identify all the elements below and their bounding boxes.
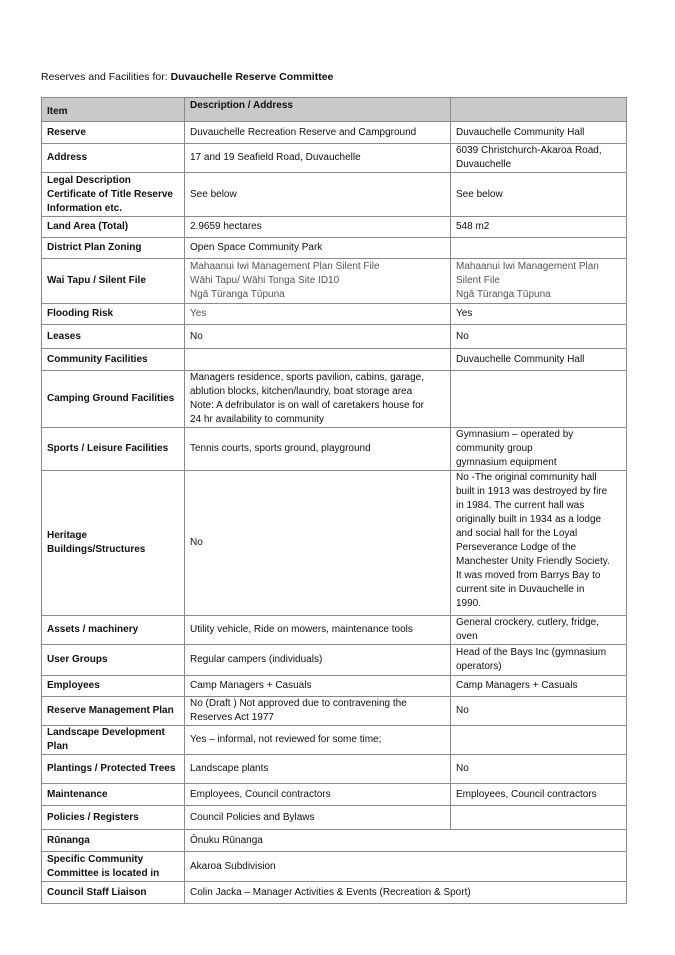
table-row	[42, 755, 627, 784]
row-other	[451, 217, 627, 238]
row-description	[185, 830, 627, 852]
cell-line: Duvauchelle Community Hall	[456, 353, 585, 365]
table-row	[42, 371, 627, 428]
row-other	[451, 726, 627, 755]
row-other	[451, 616, 627, 645]
row-item-label: Council Staff Liaison	[42, 882, 185, 904]
row-item-label: Employees	[42, 676, 185, 697]
row-description	[185, 304, 451, 325]
row-item-label: Reserve Management Plan	[42, 697, 185, 726]
row-description	[185, 238, 451, 259]
header-item: Item	[42, 98, 185, 122]
cell-line: 2.9659 hectares	[190, 221, 262, 232]
table-row	[42, 349, 627, 371]
committee-name: Duvauchelle Reserve Committee	[170, 71, 334, 83]
row-other	[451, 173, 627, 217]
cell-line: Utility vehicle, Ride on mowers, maintenance tools	[190, 624, 413, 635]
row-description	[185, 645, 451, 676]
cell-line: ablution blocks, kitchen/laundry, boat storage area	[190, 386, 413, 397]
cell-line: gymnasium equipment	[456, 457, 557, 468]
cell-line: Gymnasium – operated by	[456, 429, 574, 440]
cell-line: Duvauchelle	[456, 159, 512, 170]
row-other	[451, 428, 627, 471]
row-item-label: Assets / machinery	[42, 616, 185, 645]
row-description	[185, 259, 451, 304]
row-other	[451, 304, 627, 325]
table-row	[42, 471, 627, 616]
cell-line: Reserves Act 1977	[190, 712, 274, 723]
cell-line: No	[190, 330, 203, 342]
row-other	[451, 697, 627, 726]
row-other	[451, 471, 627, 616]
cell-line: Yes	[456, 308, 473, 319]
table-row	[42, 830, 627, 852]
cell-line: Yes – informal, not reviewed for some time;	[190, 734, 382, 745]
table-row	[42, 852, 627, 882]
cell-line: 1990.	[456, 598, 482, 609]
row-item-label: Community Facilities	[42, 349, 185, 371]
row-description	[185, 755, 451, 784]
table-header-row	[42, 98, 627, 122]
row-other	[451, 144, 627, 173]
table-row	[42, 676, 627, 697]
table-body	[42, 122, 627, 904]
cell-line: originally built in 1934 as a lodge	[456, 514, 602, 525]
cell-line: Camp Managers + Casuals	[190, 680, 312, 691]
row-item-label: Policies / Registers	[42, 806, 185, 830]
row-description	[185, 616, 451, 645]
cell-line: Ngā Tūranga Tūpuna	[456, 289, 551, 300]
cell-line: Camp Managers + Casuals	[456, 680, 578, 691]
cell-line: 17 and 19 Seafield Road, Duvauchelle	[190, 152, 361, 163]
cell-line: No	[190, 537, 203, 548]
row-other	[451, 371, 627, 428]
cell-line: Employees, Council contractors	[190, 788, 331, 800]
heading-prefix: Reserves and Facilities for:	[41, 71, 171, 83]
row-other	[451, 122, 627, 144]
cell-line: Managers residence, sports pavilion, cabins, garage,	[190, 372, 425, 383]
row-description	[185, 349, 451, 371]
cell-line: No	[456, 763, 469, 774]
cell-line: Ōnuku Rūnanga	[190, 834, 263, 846]
row-item-label: Specific Community Committee is located in	[42, 852, 185, 882]
reserves-table	[41, 97, 627, 904]
table-row	[42, 238, 627, 259]
cell-line: Open Space Community Park	[190, 242, 323, 253]
row-description	[185, 676, 451, 697]
cell-line: Akaroa Subdivision	[190, 860, 276, 872]
cell-line: built in 1913 was destroyed by fire	[456, 486, 608, 497]
table-row	[42, 882, 627, 904]
cell-line: Colin Jacka – Manager Activities & Events (Recreation & Sport)	[190, 886, 471, 898]
cell-line: Yes	[190, 308, 207, 319]
row-item-label: Rūnanga	[42, 830, 185, 852]
cell-line: General crockery, cutlery, fridge,	[456, 617, 600, 628]
cell-line: Head of the Bays Inc (gymnasium	[456, 647, 607, 658]
row-item-label: Landscape Development Plan	[42, 726, 185, 755]
table-row	[42, 173, 627, 217]
row-item-label: Leases	[42, 325, 185, 349]
row-item-label: Flooding Risk	[42, 304, 185, 325]
row-description	[185, 217, 451, 238]
cell-line: Perseverance Lodge of the	[456, 542, 577, 553]
cell-line: operators)	[456, 661, 502, 672]
cell-line: community group	[456, 443, 533, 454]
cell-line: current site in Duvauchelle in	[456, 584, 585, 595]
cell-line: Landscape plants	[190, 763, 269, 774]
row-item-label: Maintenance	[42, 784, 185, 806]
row-item-label: Reserve	[42, 122, 185, 144]
table-row	[42, 806, 627, 830]
cell-line: Note: A defribulator is on wall of caretakers house for	[190, 400, 425, 411]
table-row	[42, 122, 627, 144]
row-description	[185, 122, 451, 144]
table-row	[42, 428, 627, 471]
row-other	[451, 784, 627, 806]
cell-line: Silent File	[456, 275, 500, 286]
table-row	[42, 726, 627, 755]
row-other	[451, 755, 627, 784]
cell-line: No	[456, 330, 469, 342]
row-description	[185, 697, 451, 726]
row-description	[185, 726, 451, 755]
row-other	[451, 325, 627, 349]
cell-line: 24 hr availability to community	[190, 414, 324, 425]
table-row	[42, 259, 627, 304]
cell-line: Mahaanui Iwi Management Plan Silent File	[190, 261, 380, 272]
row-other	[451, 349, 627, 371]
table-row	[42, 217, 627, 238]
header-other	[451, 98, 627, 122]
row-other	[451, 238, 627, 259]
cell-line: Manchester Unity Friendly Society.	[456, 556, 610, 567]
row-description	[185, 471, 451, 616]
cell-line: Mahaanui Iwi Management Plan	[456, 261, 599, 272]
cell-line: No (Draft ) Not approved due to contravening the	[190, 698, 407, 709]
cell-line: and social hall for the Loyal	[456, 528, 578, 539]
row-item-label: Camping Ground Facilities	[42, 371, 185, 428]
row-description	[185, 173, 451, 217]
cell-line: It was moved from Barrys Bay to	[456, 570, 601, 581]
row-item-label: Heritage Buildings/Structures	[42, 471, 185, 616]
table-row	[42, 304, 627, 325]
cell-line: Regular campers (individuals)	[190, 654, 323, 665]
row-other	[451, 806, 627, 830]
cell-line: No -The original community hall	[456, 472, 597, 483]
row-description	[185, 371, 451, 428]
table-row	[42, 144, 627, 173]
table-row	[42, 784, 627, 806]
cell-line: 6039 Christchurch-Akaroa Road,	[456, 145, 602, 156]
table-row	[42, 645, 627, 676]
row-item-label: User Groups	[42, 645, 185, 676]
row-item-label: Address	[42, 144, 185, 173]
cell-line: No	[456, 705, 469, 716]
cell-line: 548 m2	[456, 221, 490, 232]
cell-line: See below	[190, 188, 237, 200]
row-item-label: Legal Description Certificate of Title Reserve Information etc.	[42, 173, 185, 217]
table-row	[42, 697, 627, 726]
document-heading	[41, 71, 333, 83]
row-other	[451, 645, 627, 676]
row-description	[185, 784, 451, 806]
row-description	[185, 882, 627, 904]
row-item-label: District Plan Zoning	[42, 238, 185, 259]
cell-line: Employees, Council contractors	[456, 788, 597, 800]
cell-line: Wāhi Tapu/ Wāhi Tonga Site ID10	[190, 275, 340, 286]
cell-line: in 1984. The current hall was	[456, 500, 585, 511]
row-description	[185, 325, 451, 349]
row-item-label: Wai Tapu / Silent File	[42, 259, 185, 304]
table-row	[42, 616, 627, 645]
cell-line: Ngā Tūranga Tūpuna	[190, 289, 285, 300]
row-item-label: Sports / Leisure Facilities	[42, 428, 185, 471]
table-row	[42, 325, 627, 349]
cell-line: oven	[456, 631, 478, 642]
row-other	[451, 259, 627, 304]
row-description	[185, 806, 451, 830]
header-description: Description / Address	[185, 98, 451, 122]
cell-line: See below	[456, 188, 503, 200]
cell-line: Council Policies and Bylaws	[190, 811, 315, 823]
row-other	[451, 676, 627, 697]
cell-line: Duvauchelle Community Hall	[456, 126, 585, 138]
row-item-label: Land Area (Total)	[42, 217, 185, 238]
cell-line: Duvauchelle Recreation Reserve and Campground	[190, 126, 417, 138]
cell-line: Tennis courts, sports ground, playground	[190, 443, 371, 454]
row-item-label: Plantings / Protected Trees	[42, 755, 185, 784]
row-description	[185, 144, 451, 173]
row-description	[185, 852, 627, 882]
row-description	[185, 428, 451, 471]
